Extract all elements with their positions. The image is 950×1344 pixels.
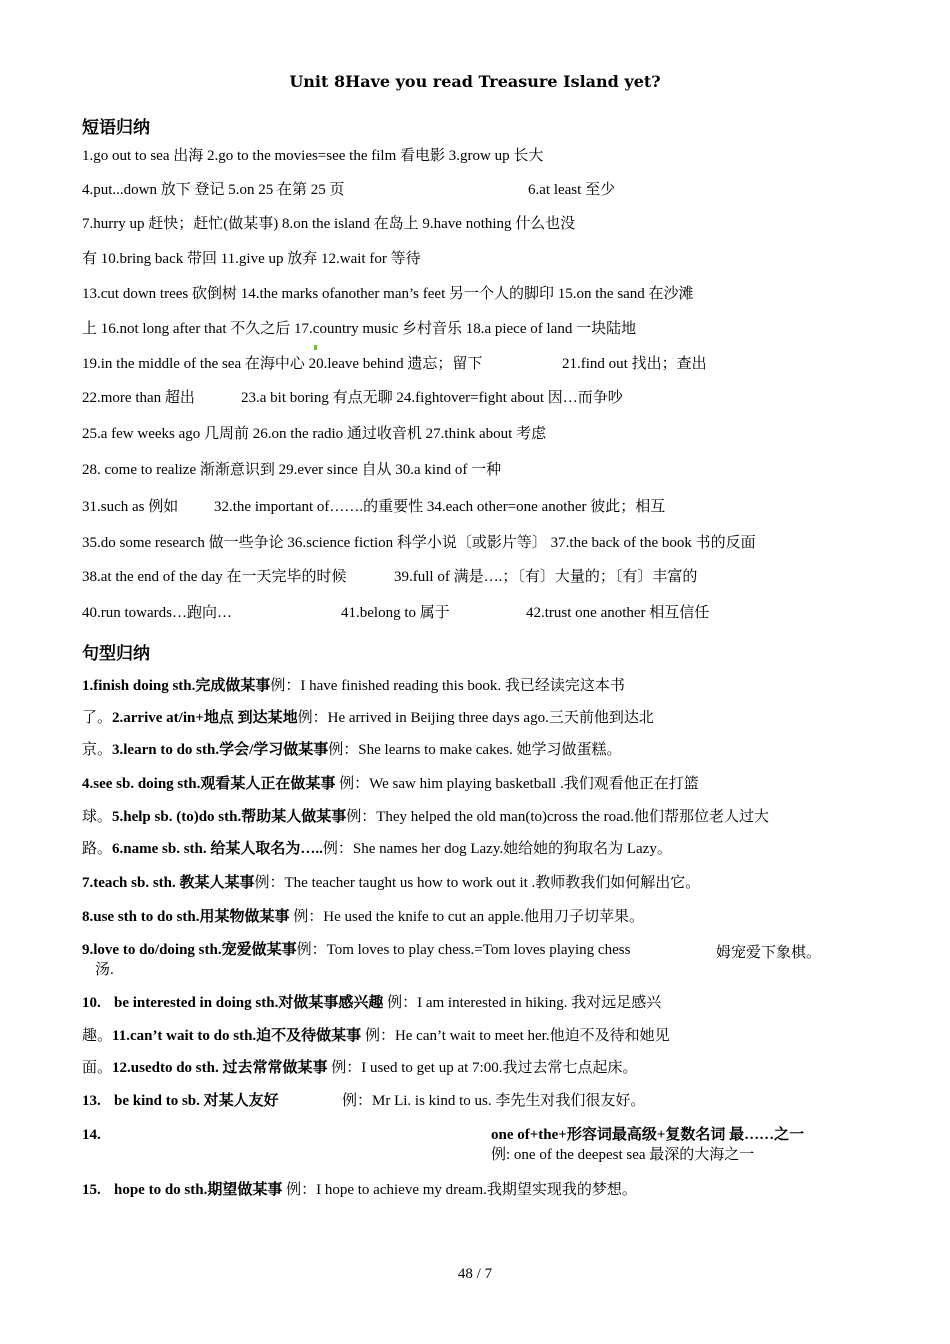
sentence-example-13: 例：Mr Li. is kind to us. 李先生对我们很友好。 <box>342 1093 646 1109</box>
sentence-example-5: 例：They helped the old man(to)cross the road.他们帮那位老人过大 <box>346 809 770 825</box>
sentence-example-14: 例: one of the deepest sea 最深的大海之一 <box>491 1147 755 1163</box>
sentence-number-14: 14. <box>82 1127 101 1143</box>
sentence-cont-1: 了。 <box>82 710 113 726</box>
phrase-line-7b: 21.find out 找出；查出 <box>562 356 707 372</box>
sentence-example-15: 例：I hope to achieve my dream.我期望实现我的梦想。 <box>282 1182 637 1198</box>
sentence-example-2: 例：He arrived in Beijing three days ago.三天前他到达北 <box>297 710 654 726</box>
sentence-number-10: 10. <box>82 995 101 1011</box>
sentence-pattern-13: be kind to sb. 对某人友好 <box>114 1093 279 1109</box>
phrase-line-13b: 39.full of 满是….；〔有〕大量的；〔有〕丰富的 <box>394 569 698 585</box>
sentence-pattern-6: 6.name sb. sth. 给某人取名为….. <box>112 841 323 857</box>
sentence-line-1 <box>82 677 625 695</box>
sentence-line-8 <box>82 908 644 926</box>
sentence-pattern-5: 5.help sb. (to)do sth.帮助某人做某事 <box>112 809 347 825</box>
sentence-cont-5: 路。 <box>82 841 113 857</box>
sentence-example-10: 例：I am interested in hiking. 我对远足感兴 <box>383 995 662 1011</box>
phrase-line-10: 28. come to realize 渐渐意识到 29.ever since 自从 30.a kind of 一种 <box>82 462 502 478</box>
phrase-line-7a: 19.in the middle of the sea 在海中心 20.leave behind 遗忘；留下 <box>82 356 483 372</box>
sentence-example-7: 例：The teacher taught us how to work out it .教师教我们如何解出它。 <box>254 875 701 891</box>
sentence-cont-4: 球。 <box>82 809 113 825</box>
sentence-pattern-9: 9.love to do/doing sth.宠爱做某事 <box>82 942 297 958</box>
sentence-line-11 <box>82 1027 670 1045</box>
phrase-line-1: 1.go out to sea 出海 2.go to the movies=see the film 看电影 3.grow up 长大 <box>82 148 544 164</box>
sentence-pattern-15: hope to do sth.期望做某事 <box>114 1182 283 1198</box>
phrase-line-14a: 40.run towards…跑向… <box>82 605 232 621</box>
phrase-line-3: 7.hurry up 赶快；赶忙(做某事) 8.on the island 在岛上 9.have nothing 什么也没 <box>82 216 576 232</box>
sentence-line-15 <box>114 1181 637 1199</box>
phrase-line-8b: 23.a bit boring 有点无聊 24.fightover=fight about 因…而争吵 <box>241 390 623 406</box>
sentence-cont-11: 面。 <box>82 1060 113 1076</box>
sentence-pattern-4: 4.see sb. doing sth.观看某人正在做某事 <box>82 776 336 792</box>
sentence-pattern-10: be interested in doing sth.对做某事感兴趣 <box>114 995 384 1011</box>
sentence-line-3 <box>82 741 622 759</box>
page-title: Unit 8Have you read Treasure Island yet? <box>289 72 661 91</box>
phrase-line-11b: 32.the important of…….的重要性 34.each other=one another 彼此；相互 <box>214 499 666 515</box>
sentence-example-6: 例：She names her dog Lazy.她给她的狗取名为 Lazy。 <box>322 841 672 857</box>
phrase-line-14b: 41.belong to 属于 <box>341 605 450 621</box>
sentence-example-9-cont: 汤. <box>95 962 114 978</box>
sentence-line-7 <box>82 874 700 892</box>
sentence-pattern-11: 11.can’t wait to do sth.迫不及待做某事 <box>112 1028 362 1044</box>
sentence-example-11: 例：He can’t wait to meet her.他迫不及待和她见 <box>361 1028 670 1044</box>
sentence-example-1: 例：I have finished reading this book. 我已经读完这本书 <box>270 678 625 694</box>
sentence-pattern-8: 8.use sth to do sth.用某物做某事 <box>82 909 290 925</box>
phrase-line-11a: 31.such as 例如 <box>82 499 179 515</box>
sentence-line-9 <box>82 941 630 959</box>
sentence-cont-10: 趣。 <box>82 1028 113 1044</box>
sentence-line-5 <box>82 808 769 826</box>
sentence-example-9: 例：Tom loves to play chess.=Tom loves playing chess <box>296 942 631 958</box>
sentence-example-12: 例：I used to get up at 7:00.我过去常七点起床。 <box>327 1060 638 1076</box>
phrase-line-4: 有 10.bring back 带回 11.give up 放弃 12.wait for 等待 <box>82 251 421 267</box>
phrase-line-2b: 6.at least 至少 <box>528 182 616 198</box>
phrase-line-6: 上 16.not long after that 不久之后 17.country music 乡村音乐 18.a piece of land 一块陆地 <box>82 321 637 337</box>
phrase-line-14c: 42.trust one another 相互信任 <box>526 605 710 621</box>
sentence-example-3: 例：She learns to make cakes. 她学习做蛋糕。 <box>328 742 622 758</box>
green-mark <box>314 345 317 350</box>
phrase-line-8a: 22.more than 超出 <box>82 390 195 406</box>
sentence-pattern-12: 12.usedto do sth. 过去常常做某事 <box>112 1060 328 1076</box>
sentence-example-8: 例：He used the knife to cut an apple.他用刀子切苹果。 <box>289 909 645 925</box>
sentence-line-4 <box>82 775 699 793</box>
sentence-pattern-1: 1.finish doing sth.完成做某事 <box>82 678 271 694</box>
sentence-line-2 <box>82 709 654 727</box>
sentence-example-4: 例：We saw him playing basketball .我们观看他正在打篮 <box>335 776 699 792</box>
section-heading-phrases: 短语归纳 <box>82 118 150 138</box>
section-heading-sentences: 句型归纳 <box>82 644 150 664</box>
sentence-cont-2: 京。 <box>82 742 113 758</box>
phrase-line-13a: 38.at the end of the day 在一天完毕的时候 <box>82 569 347 585</box>
sentence-line-6 <box>82 840 672 858</box>
sentence-line-10 <box>114 994 661 1012</box>
sentence-example-9-translation: 姆宠爱下象棋。 <box>716 945 822 961</box>
sentence-line-12 <box>82 1059 637 1077</box>
phrase-line-2a: 4.put...down 放下 登记 5.on 25 在第 25 页 <box>82 182 345 198</box>
sentence-number-13: 13. <box>82 1093 101 1109</box>
phrase-line-9: 25.a few weeks ago 几周前 26.on the radio 通过收音机 27.think about 考虑 <box>82 426 547 442</box>
sentence-pattern-14: one of+the+形容词最高级+复数名词 最……之一 <box>491 1127 805 1143</box>
sentence-pattern-2: 2.arrive at/in+地点 到达某地 <box>112 710 298 726</box>
page-number: 48 / 7 <box>457 1266 493 1282</box>
sentence-pattern-3: 3.learn to do sth.学会/学习做某事 <box>112 742 329 758</box>
phrase-line-5: 13.cut down trees 砍倒树 14.the marks ofanother man’s feet 另一个人的脚印 15.on the sand 在沙滩 <box>82 286 694 302</box>
sentence-pattern-7: 7.teach sb. sth. 教某人某事 <box>82 875 255 891</box>
sentence-number-15: 15. <box>82 1182 101 1198</box>
phrase-line-12: 35.do some research 做一些争论 36.science fiction 科学小说〔或影片等〕 37.the back of the book 书的反面 <box>82 535 756 551</box>
